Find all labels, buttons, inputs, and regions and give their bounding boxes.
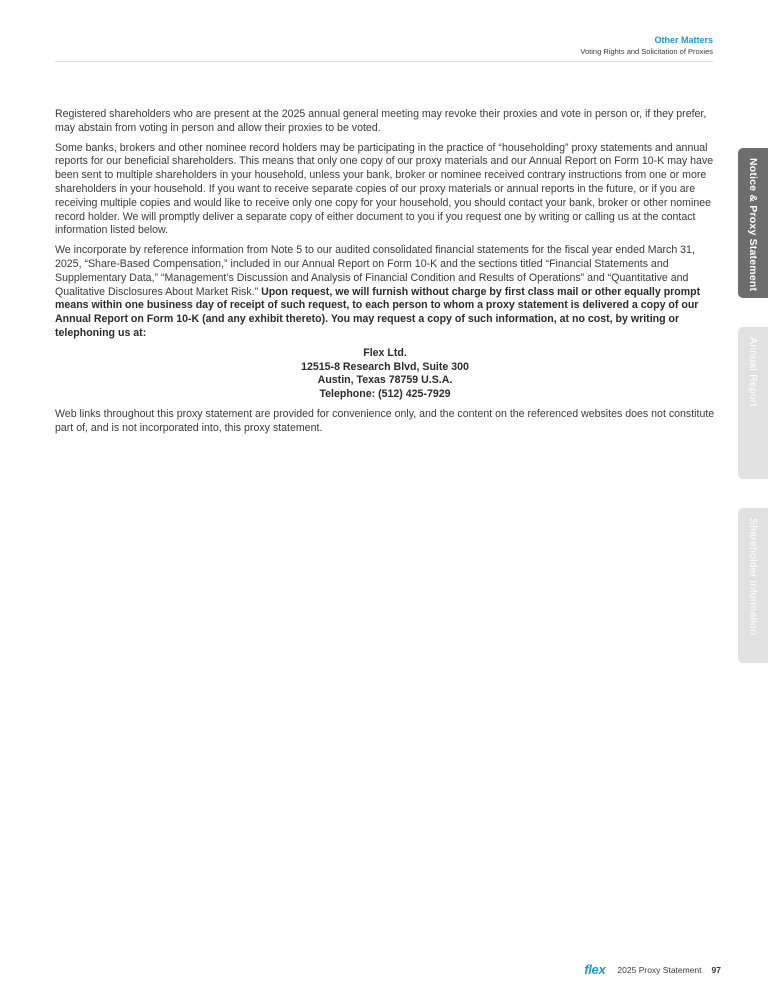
paragraph-incorporation [55, 244, 715, 341]
subsection-title: Voting Rights and Solicitation of Proxies [580, 47, 713, 56]
paragraph-householding: Some banks, brokers and other nominee record holders may be participating in the practice of “householding” proxy statements and annual reports for our beneficial shareholders. This means that only one copy of our proxy materials and our Annual Report on Form 10-K may have been sent to multiple shareholders in your household, unless your bank, broker or nominee received contrary instructions from one or more shareholders in your household. If you want to receive separate copies of our proxy materials or annual reports in the future, or if you are receiving multiple copies and would like to receive only one copy for your household, you should contact your bank, broker or other nominee record holder. We will promptly deliver a separate copy of either document to you if you request one by writing or calling us at the contact information listed below. [55, 141, 714, 237]
page-number: 97 [711, 964, 721, 975]
request-notice: Upon request, we will furnish without charge by first class mail or other equally prompt means within one business day of receipt of such request, to each person to whom a proxy statement is delivered a copy of our Annual Report on Form 10-K (and any exhibit thereto). You may request a copy of such information, at no cost, by writing or telephoning us at: [55, 285, 701, 339]
address-city: Austin, Texas 78759 U.S.A. [317, 374, 453, 387]
address-company: Flex Ltd. [363, 346, 407, 359]
section-title: Other Matters [654, 35, 713, 45]
paragraph-web-links: Web links throughout this proxy statement are provided for convenience only, and the content on the referenced websites does not constitute part of, and is not incorporated into, this proxy statement. [55, 407, 715, 434]
tab-notice-proxy-statement[interactable] [738, 148, 768, 298]
incorporation-text: We incorporate by reference information from Note 5 to our audited consolidated financial statements for the fiscal year ended March 31, 2025, “Share-Based Compensation,” included in our Annual Report on Form 10-K and the sections titled “Financial Statements and Supplementary Data,” “Management’s Discussion and Analysis of Financial Condition and Results of Operations” and “Quantitative and Qualitative Disclosures About Market Risk.” [55, 244, 695, 298]
tab-shareholder-information[interactable] [738, 508, 768, 663]
document-title: 2025 Proxy Statement [617, 964, 702, 975]
contact-address [55, 347, 715, 402]
tab-label: Notice & Proxy Statement [747, 158, 759, 292]
tab-label: Shareholder Information [747, 518, 759, 636]
page-footer [584, 962, 721, 977]
flex-logo: flex [584, 962, 606, 977]
address-street: 12515-8 Research Blvd, Suite 300 [301, 360, 469, 373]
page-header [580, 34, 713, 58]
address-phone: Telephone: (512) 425-7929 [319, 388, 451, 401]
header-divider [55, 61, 713, 62]
tab-label: Annual Report [747, 337, 759, 407]
main-content [55, 108, 715, 442]
paragraph-revoke-proxies: Registered shareholders who are present at the 2025 annual general meeting may revoke their proxies and vote in person or, if they prefer, may abstain from voting in person and allow their proxies to be voted. [55, 108, 707, 134]
tab-annual-report[interactable] [738, 327, 768, 479]
